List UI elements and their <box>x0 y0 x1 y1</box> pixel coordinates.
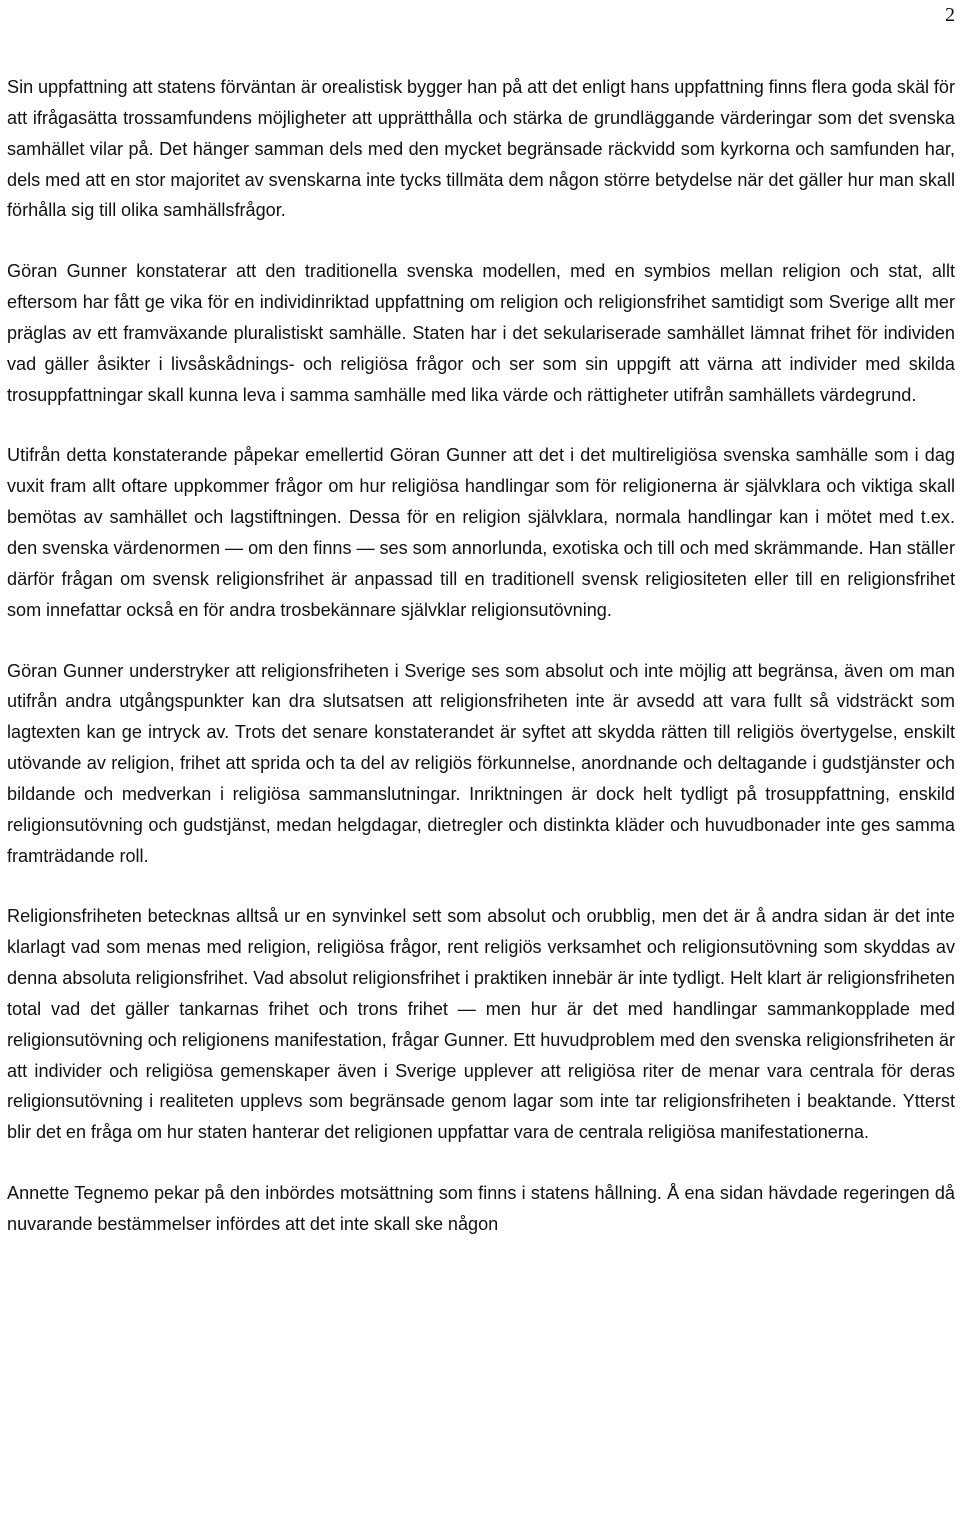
page-number: 2 <box>945 4 955 26</box>
paragraph: Annette Tegnemo pekar på den inbördes motsättning som finns i statens hållning. Å ena sidan hävdade regeringen då nuvarande bestämmelser infördes att det inte skall ske någon <box>7 1183 955 1234</box>
paragraph: Göran Gunner understryker att religionsfriheten i Sverige ses som absolut och inte möjlig att begränsa, även om man utifrån andra utgångspunkter kan dra slutsatsen att religionsfriheten inte är avsedd att vara fullt så vidsträckt som lagtexten kan ge intryck av. Trots det senare konstaterandet är syftet att skydda rätten till religiös övertygelse, enskilt utövande av religion, frihet att sprida och ta del av religiös förkunnelse, anordnande och deltagande i gudstjänster och bildande och medverkan i religiösa sammanslutningar. Inriktningen är dock helt tydligt på trosuppfattning, enskild religionsutövning och gudstjänst, medan helgdagar, dietregler och distinkta kläder och huvudbonader inte ges samma framträdande roll. <box>7 660 955 866</box>
paragraph: Utifrån detta konstaterande påpekar emellertid Göran Gunner att det i det multireligiösa svenska samhälle som i dag vuxit fram allt oftare uppkommer frågor om hur religiösa handlingar som för religionerna är självklara och viktiga skall bemötas av samhället och lagstiftningen. Dessa för en religion självklara, normala handlingar kan i mötet med t.ex. den svenska värdenormen — om den finns — ses som annorlunda, exotiska och till och med skrämmande. Han ställer därför frågan om svensk religionsfrihet är anpassad till en traditionell svensk religiositeten eller till en religionsfrihet som innefattar också en för andra trosbekännare självklar religionsutövning. <box>7 445 955 620</box>
document-body <box>7 72 955 1270</box>
paragraph: Sin uppfattning att statens förväntan är orealistisk bygger han på att det enligt hans uppfattning finns flera goda skäl för att ifrågasätta trossamfundens möjligheter att upprätthålla och stärka de grundläggande värderingar som det svenska samhället vilar på. Det hänger samman dels med den mycket begränsade räckvidd som kyrkorna och samfunden har, dels med att en stor majoritet av svenskarna inte tycks tillmäta dem någon större betydelse när det gäller hur man skall förhålla sig till olika samhällsfrågor. <box>7 77 955 221</box>
paragraph: Religionsfriheten betecknas alltså ur en synvinkel sett som absolut och orubblig, men det är å andra sidan är det inte klarlagt vad som menas med religion, religiösa frågor, rent religiös verksamhet och religionsutövning som skyddas av denna absoluta religionsfrihet. Vad absolut religionsfrihet i praktiken innebär är inte tydligt. Helt klart är religionsfriheten total vad det gäller tankarnas frihet och trons frihet — men hur är det med handlingar sammankopplade med religionsutövning och religionens manifestation, frågar Gunner. Ett huvudproblem med den svenska religionsfriheten är att individer och religiösa gemenskaper även i Sverige upplever att religiösa riter de menar vara centrala för deras religionsutövning i realiteten upplevs som begränsade genom lagar som inte tar religionsfriheten i beaktande. Ytterst blir det en fråga om hur staten hanterar det religionen uppfattar vara de centrala religiösa manifestationerna. <box>7 906 955 1143</box>
paragraph: Göran Gunner konstaterar att den traditionella svenska modellen, med en symbios mellan religion och stat, allt eftersom har fått ge vika för en individinriktad uppfattning om religion och religionsfrihet samtidigt som Sverige allt mer präglas av ett framväxande pluralistiskt samhälle. Staten har i det sekulariserade samhället lämnat frihet för individen vad gäller åsikter i livsåskådnings- och religiösa frågor och ser som sin uppgift att värna att individer med skilda trosuppfattningar skall kunna leva i samma samhälle med lika värde och rättigheter utifrån samhällets värdegrund. <box>7 261 955 405</box>
